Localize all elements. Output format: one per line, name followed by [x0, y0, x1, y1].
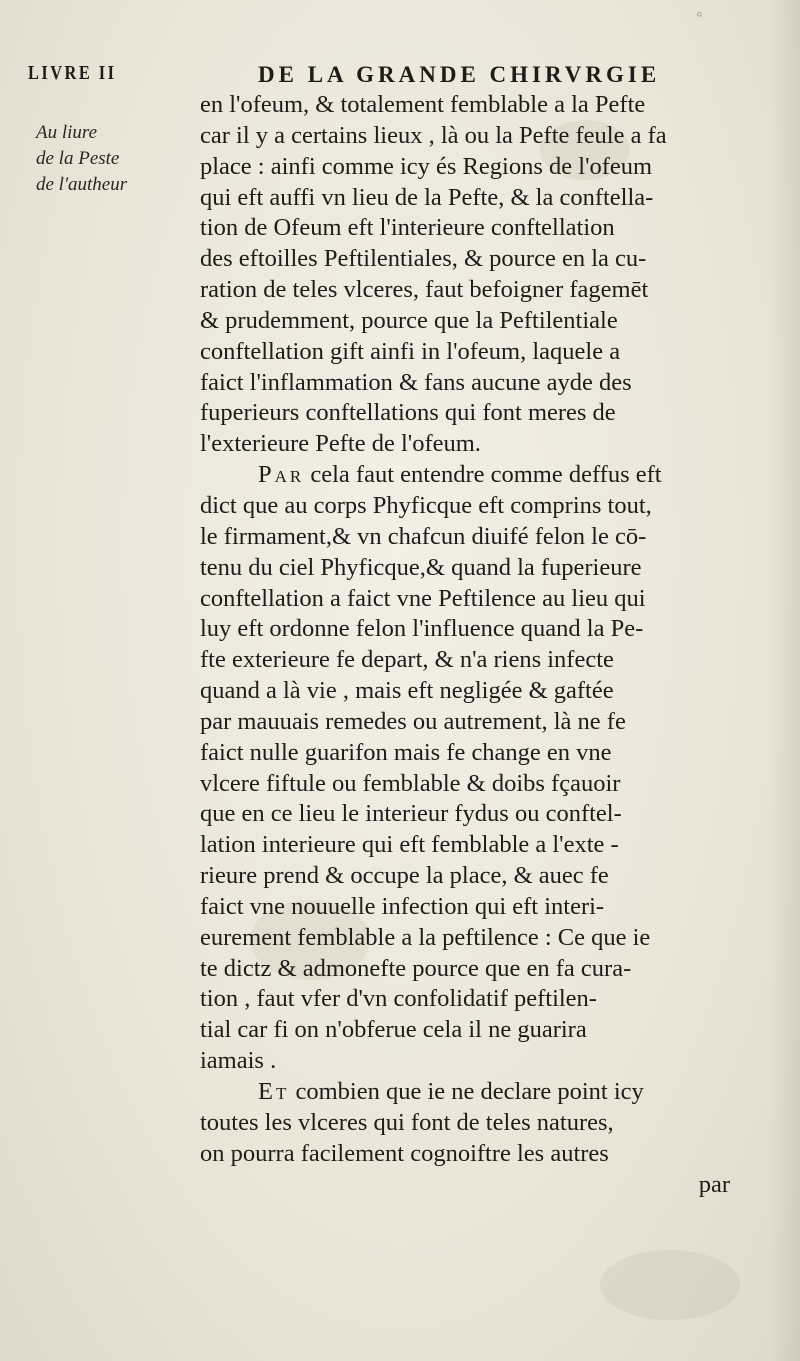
paper-stain	[600, 1250, 740, 1320]
paragraph-initial-word: Et	[258, 1078, 290, 1105]
marginal-note-line: Au liure	[36, 122, 98, 143]
text-line: dict que au corps Phyficque eft comprins tout,	[200, 491, 652, 519]
marginal-note-line: de la Peste	[36, 148, 120, 169]
paragraph-initial-word: Par	[258, 461, 305, 489]
text-line: rieure prend & occupe la place, & auec fe	[200, 862, 609, 890]
running-header	[0, 62, 800, 92]
text-line: tion , faut vfer d'vn confolidatif peftilen-	[200, 985, 597, 1013]
text-line: des eftoilles Peftilentiales, & pource en la cu-	[200, 245, 647, 273]
text-line: l'exterieure Pefte de l'ofeum.	[200, 430, 481, 458]
text-line: le firmament,& vn chafcun diuifé felon le cō-	[200, 522, 647, 550]
body-text	[200, 90, 770, 1200]
text-line: luy eft ordonne felon l'influence quand la Pe-	[200, 615, 644, 643]
text-line: ration de teles vlceres, faut befoigner fagemēt	[200, 276, 649, 304]
paragraph-start-line: Et combien que ie ne declare point icy	[258, 1078, 644, 1105]
text-line: vlcere fiftule ou femblable & doibs fçauoir	[200, 769, 621, 797]
text-line: tenu du ciel Phyficque,& quand la fuperieure	[200, 553, 642, 581]
text-line: faict l'inflammation & fans aucune ayde des	[200, 368, 632, 396]
text-line: faict vne nouuelle infection qui eft interi-	[200, 892, 605, 920]
corner-ink-mark: ∘	[695, 4, 704, 25]
text-line: lation interieure qui eft femblable a l'exte -	[200, 831, 619, 859]
catchword: par	[698, 1170, 730, 1198]
text-line: faict nulle guarifon mais fe change en vne	[200, 738, 612, 766]
text-line: que en ce lieu le interieur fydus ou conftel-	[200, 800, 622, 828]
page-fold-shadow	[770, 0, 800, 1361]
text-line: fuperieurs conftellations qui font meres de	[200, 399, 616, 427]
text-line: eurement femblable a la peftilence : Ce que ie	[200, 923, 651, 951]
text-line: tion de Ofeum eft l'interieure conftellation	[200, 214, 615, 242]
marginal-note-line: de l'autheur	[36, 174, 128, 195]
marginal-note	[36, 120, 196, 198]
text-line: & prudemment, pource que la Peftilentiale	[200, 306, 618, 334]
header-title: DE LA GRANDE CHIRVRGIE	[258, 62, 661, 87]
text-line: te dictz & admonefte pource que en fa cura-	[200, 954, 632, 982]
text-line: fte exterieure fe depart, & n'a riens infecte	[200, 646, 614, 674]
text-line: place : ainfi comme icy és Regions de l'ofeum	[200, 152, 653, 180]
text-line: conftellation gift ainfi in l'ofeum, laquele a	[200, 337, 621, 365]
header-book-number: LIVRE II	[28, 62, 117, 84]
text-line: en l'ofeum, & totalement femblable a la Pefte	[200, 91, 646, 118]
text-line: car il y a certains lieux , là ou la Pefte feule a fa	[200, 121, 667, 149]
text-line: quand a là vie , mais eft negligée & gaftée	[200, 677, 614, 705]
text-line: qui eft auffi vn lieu de la Pefte, & la conftella-	[200, 183, 654, 211]
text-line: conftellation a faict vne Peftilence au lieu qui	[200, 584, 646, 612]
text-line: par mauuais remedes ou autrement, là ne fe	[200, 707, 626, 735]
paragraph-start-line: Par cela faut entendre comme deffus eft	[258, 461, 662, 489]
text-line: toutes les vlceres qui font de teles natures,	[200, 1108, 614, 1136]
text-line: tial car fi on n'obferue cela il ne guarira	[200, 1016, 587, 1044]
text-line: on pourra facilement cognoiftre les autres	[200, 1139, 609, 1167]
text-line: iamais .	[200, 1047, 277, 1075]
